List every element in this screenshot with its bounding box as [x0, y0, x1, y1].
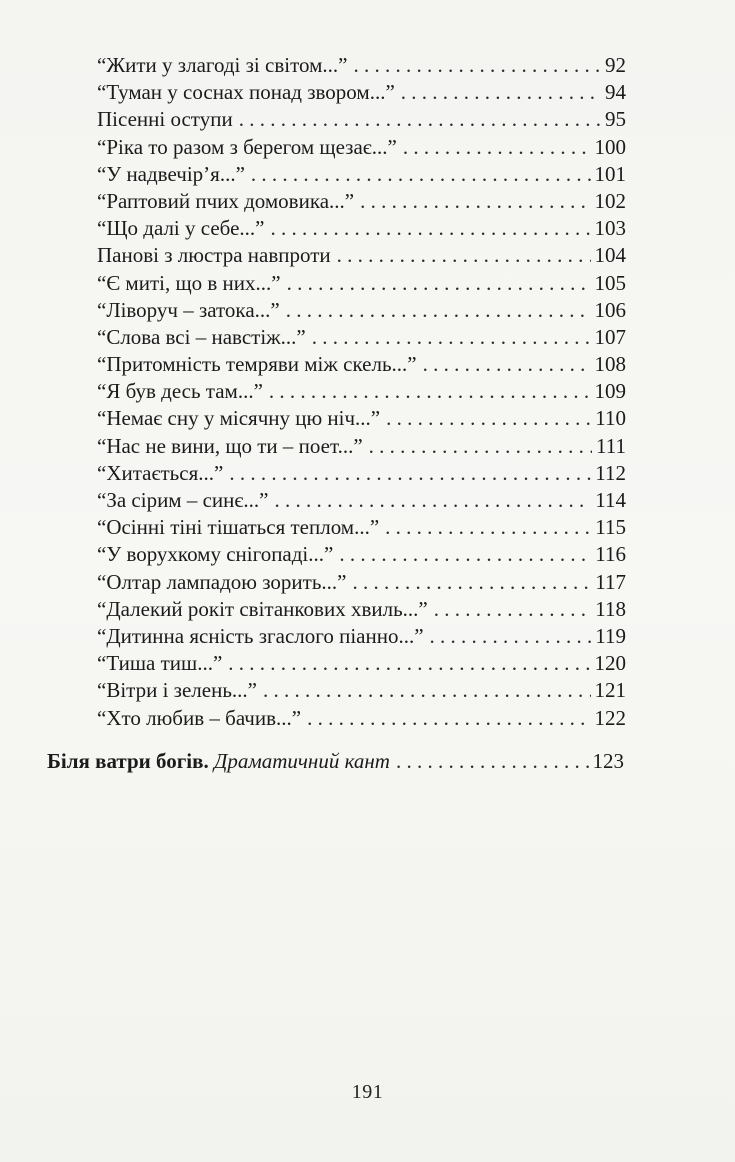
toc-entry-page: 103 — [594, 216, 626, 241]
toc-main-entry-title — [47, 748, 390, 775]
dot-leader — [263, 677, 591, 704]
page-number: 191 — [351, 1081, 384, 1103]
table-of-contents — [97, 52, 626, 732]
toc-entry — [97, 705, 626, 732]
toc-entry-title: “У надвечір’я...” — [97, 161, 245, 186]
toc-entry — [97, 161, 626, 188]
toc-entry-page: 104 — [594, 243, 626, 268]
toc-entry — [97, 623, 626, 650]
toc-entry-page: 110 — [595, 406, 626, 431]
toc-entry-title: “Притомність темряви між скель...” — [97, 352, 417, 377]
toc-entry-title: Панові з люстра навпроти — [97, 243, 331, 268]
toc-entry-title: “Немає сну у місячну цю ніч...” — [97, 406, 381, 431]
dot-leader — [312, 324, 591, 351]
toc-entry — [97, 324, 626, 351]
toc-entry-page: 115 — [595, 515, 626, 540]
dot-leader — [251, 161, 591, 188]
toc-entry-title: “Туман у соснах понад звором...” — [97, 80, 395, 105]
toc-entry-title: “За сірим – синє...” — [97, 488, 269, 512]
toc-entry-title: “Вітри і зелень...” — [97, 678, 257, 703]
toc-entry-page: 105 — [594, 270, 626, 295]
toc-entry-title: “Тиша тиш...” — [97, 651, 223, 676]
toc-entry — [97, 460, 626, 487]
toc-entry — [97, 270, 626, 297]
toc-entry — [97, 569, 626, 596]
dot-leader — [386, 405, 591, 432]
toc-entry-title: “Нас не вини, що ти – поет...” — [97, 433, 363, 458]
toc-entry-title: “Ліворуч – затока...” — [97, 297, 280, 322]
toc-entry-title: “Далекий рокіт світанкових хвиль...” — [97, 596, 428, 621]
toc-entry — [97, 650, 626, 677]
dot-leader — [339, 541, 591, 568]
toc-entry — [97, 242, 626, 269]
toc-entry-page: 94 — [605, 80, 626, 105]
toc-entry-page: 101 — [594, 161, 626, 186]
toc-entry — [97, 541, 626, 568]
toc-entry-title: “Є миті, що в них...” — [97, 270, 281, 295]
toc-main-entry — [47, 748, 624, 775]
toc-entry-title: “Жити у злагоді зі світом...” — [97, 53, 348, 77]
toc-entry-page: 121 — [594, 678, 626, 703]
toc-entry-title: “У ворухкому снігопаді...” — [97, 542, 334, 567]
toc-entry-page: 120 — [594, 651, 626, 676]
dot-leader — [239, 106, 601, 133]
toc-entry-title: “Хитається...” — [97, 460, 224, 485]
toc-entry — [97, 405, 626, 432]
dot-leader — [228, 650, 590, 677]
dot-leader — [287, 270, 591, 297]
toc-entry-page: 95 — [605, 107, 626, 132]
toc-entry — [97, 134, 626, 161]
dot-leader — [396, 748, 589, 775]
dot-leader — [229, 460, 591, 487]
toc-entry-title: “Олтар лампадою зорить...” — [97, 569, 347, 594]
toc-entry-page: 106 — [594, 297, 626, 322]
toc-entry-page: 107 — [594, 324, 626, 349]
toc-entry-page: 92 — [605, 53, 626, 77]
toc-entry-title: “Я був десь там...” — [97, 379, 263, 404]
toc-entry-page: 119 — [595, 623, 626, 648]
toc-entry — [97, 188, 626, 215]
dot-leader — [423, 351, 591, 378]
dot-leader — [337, 242, 591, 269]
dot-leader — [269, 378, 591, 405]
dot-leader — [307, 705, 590, 732]
toc-entry-title: “Дитинна ясність згаслого піанно...” — [97, 623, 424, 648]
dot-leader — [353, 52, 601, 79]
toc-entry-page: 102 — [594, 188, 626, 213]
toc-entry-page: 117 — [595, 569, 626, 594]
toc-entry — [97, 514, 626, 541]
toc-entry — [97, 106, 626, 133]
dot-leader — [286, 297, 591, 324]
toc-entry-page: 109 — [594, 379, 626, 404]
dot-leader — [360, 188, 590, 215]
toc-entry-page: 111 — [596, 433, 626, 458]
dot-leader — [369, 433, 592, 460]
toc-entry — [97, 378, 626, 405]
toc-entry-title: “Слова всі – навстіж...” — [97, 324, 306, 349]
toc-entry — [97, 677, 626, 704]
dot-leader — [430, 623, 592, 650]
dot-leader — [274, 487, 591, 514]
main-entry-bold-title: Біля ватри богів. — [47, 749, 209, 773]
dot-leader — [385, 514, 591, 541]
toc-entry-page: 114 — [595, 488, 626, 512]
toc-entry-title: “Осінні тіні тішаться теплом...” — [97, 515, 380, 540]
main-entry-italic-subtitle: Драматичний кант — [213, 749, 390, 773]
dot-leader — [401, 79, 601, 106]
dot-leader — [434, 596, 592, 623]
toc-entry-page: 122 — [594, 705, 626, 730]
toc-main-entry-page: 123 — [592, 749, 624, 773]
toc-entry — [97, 351, 626, 378]
toc-entry-title: “Ріка то разом з берегом щезає...” — [97, 134, 397, 159]
dot-leader — [352, 569, 591, 596]
toc-entry — [97, 79, 626, 106]
toc-entry — [97, 297, 626, 324]
toc-entry — [97, 487, 626, 514]
toc-entry-page: 118 — [595, 596, 626, 621]
toc-entry — [97, 52, 626, 79]
toc-entry — [97, 215, 626, 242]
toc-entry-page: 100 — [594, 134, 626, 159]
toc-entry-page: 108 — [594, 352, 626, 377]
toc-entry-title: Пісенні оступи — [97, 107, 233, 132]
toc-entry — [97, 433, 626, 460]
toc-entry-title: “Що далі у себе...” — [97, 216, 265, 241]
dot-leader — [403, 134, 591, 161]
toc-entry — [97, 596, 626, 623]
toc-entry-title: “Раптовий пчих домовика...” — [97, 188, 355, 213]
toc-entry-page: 116 — [595, 542, 626, 567]
toc-entry-title: “Хто любив – бачив...” — [97, 705, 302, 730]
dot-leader — [270, 215, 590, 242]
toc-entry-page: 112 — [595, 460, 626, 485]
